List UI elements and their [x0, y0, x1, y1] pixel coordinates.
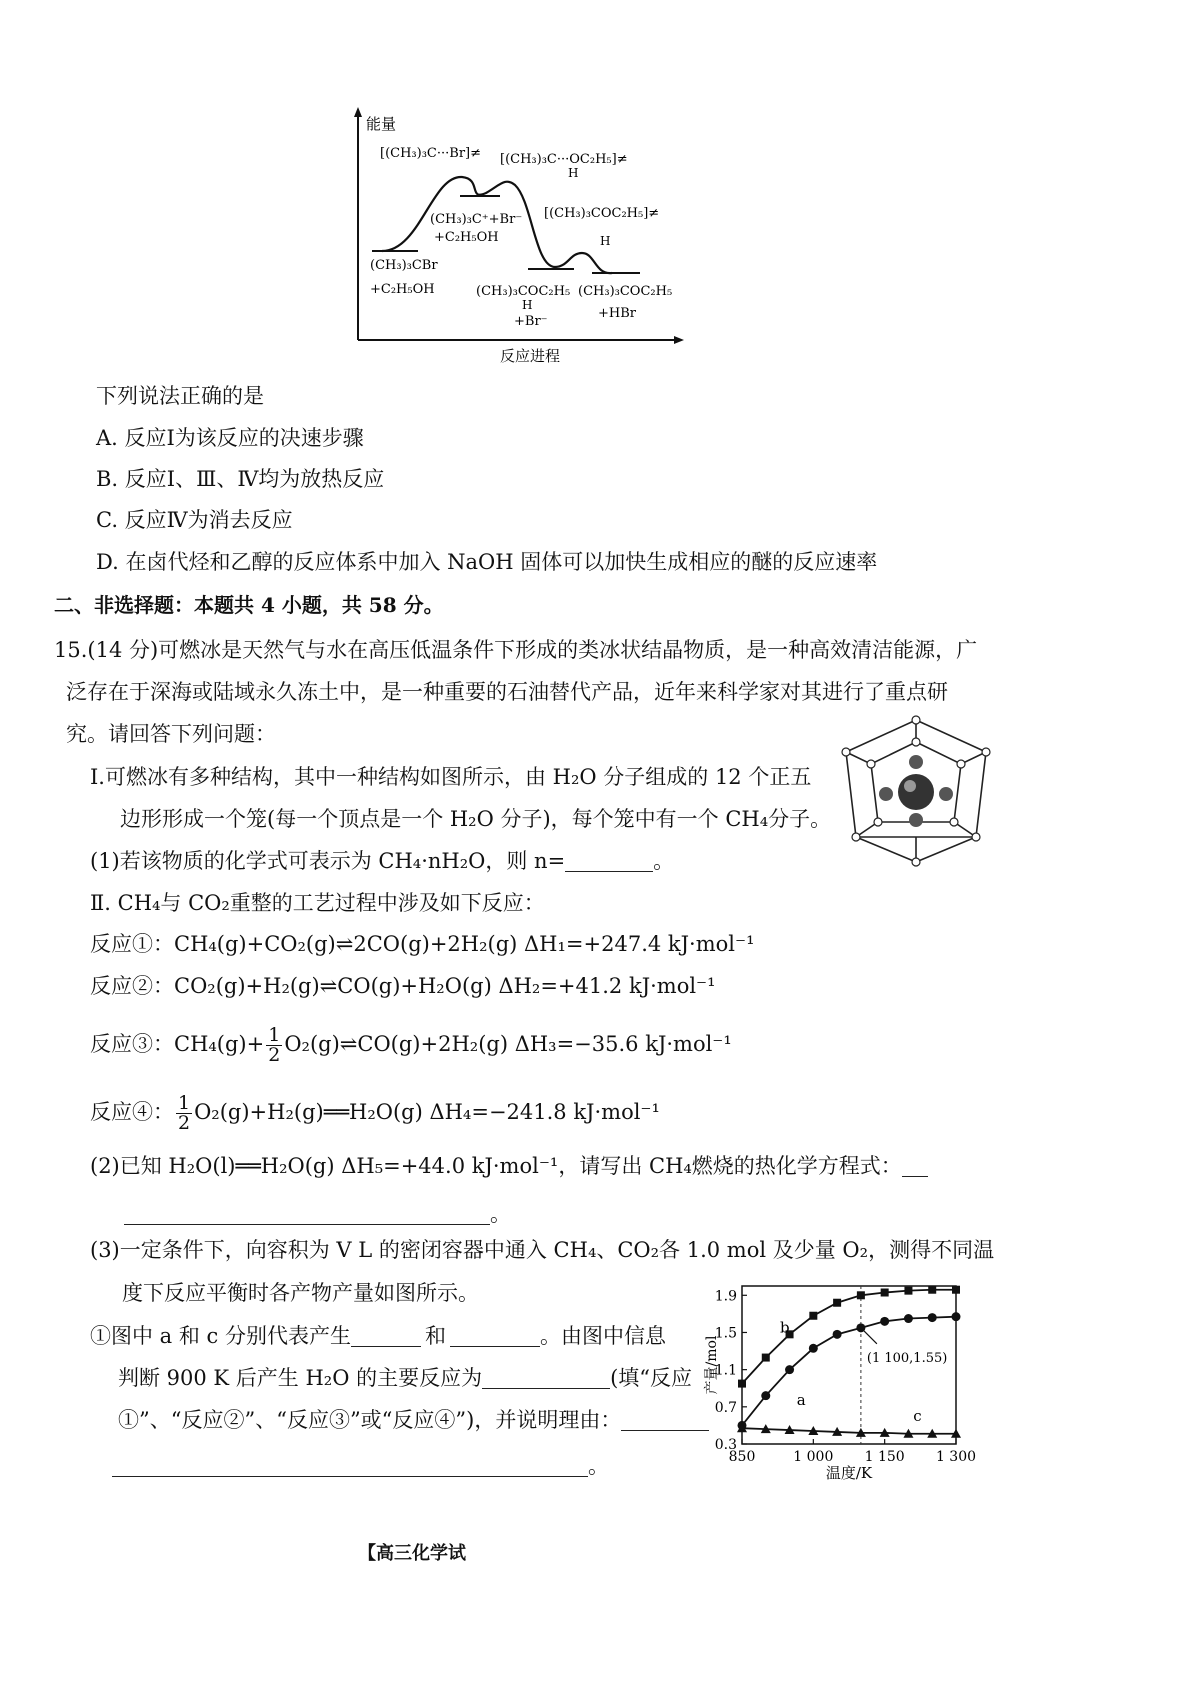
point-a [880, 1317, 889, 1326]
y-tick-label: 0.7 [714, 1399, 737, 1416]
point-a [856, 1323, 865, 1332]
energy-axis-xlabel: 反应进程 [500, 347, 561, 365]
q15-q3-1-text-g: 。 [588, 1454, 609, 1478]
reaction-3-fraction [266, 1026, 282, 1065]
q15-intro-3: 究。请回答下列问题： [66, 722, 276, 746]
q15-q2-line2 [124, 1200, 511, 1228]
q15-intro-1: 15.(14 分)可燃冰是天然气与水在高压低温条件下形成的类冰状结晶物质，是一种高效清洁能源，广 [54, 638, 978, 662]
q15-q3-1-line3 [118, 1406, 709, 1434]
q15-q1 [90, 847, 674, 875]
label-int2-h: H [522, 298, 533, 312]
series-line-a [742, 1317, 956, 1426]
label-ts3-h: H [600, 234, 611, 248]
q15-q3-line2: 度下反应平衡时各产物产量如图所示。 [122, 1281, 479, 1305]
energy-axis-y-arrow [354, 107, 362, 117]
label-start-a: (CH₃)₃CBr [370, 258, 438, 273]
energy-axis-x-arrow [674, 336, 684, 344]
point-a [833, 1330, 842, 1339]
series-line-b [742, 1290, 956, 1384]
point-b [881, 1289, 889, 1297]
q14-stem: 下列说法正确的是 [96, 384, 264, 408]
reaction-3 [90, 1026, 732, 1065]
q15-q3-reaction-blank[interactable] [482, 1366, 610, 1389]
q15-part2: Ⅱ. CH₄与 CO₂重整的工艺过程中涉及如下反应： [90, 891, 545, 915]
yield-chart [694, 1276, 984, 1488]
annotation-arrow [864, 1331, 877, 1344]
point-b [857, 1291, 865, 1299]
q14-option-b: B. 反应Ⅰ、Ⅲ、Ⅳ均为放热反应 [96, 467, 385, 491]
y-tick-label: 1.9 [714, 1288, 737, 1305]
label-end-b: +HBr [598, 306, 636, 321]
q14-option-a: A. 反应Ⅰ为该反应的决速步骤 [96, 426, 364, 450]
reaction-4 [90, 1094, 660, 1133]
label-ts2: [(CH₃)₃C···OC₂H₅]≠ [500, 152, 628, 167]
x-tick-label: 1 300 [935, 1449, 977, 1465]
label-int2-b: +Br⁻ [514, 314, 548, 329]
label-int2-a: (CH₃)₃COC₂H₅ [476, 284, 571, 299]
q15-q2-answer-blank[interactable] [124, 1202, 490, 1225]
reaction-1: 反应①：CH₄(g)+CO₂(g)⇌2CO(g)+2H₂(g) ΔH₁=+247.4 kJ·mol⁻¹ [90, 932, 755, 956]
methane-carbon-icon [898, 774, 934, 810]
point-a [904, 1314, 913, 1323]
label-int1-b: +C₂H₅OH [434, 230, 499, 245]
q15-q1-text: (1)若该物质的化学式可表示为 CH₄·nH₂O，则 n= [90, 849, 566, 873]
q15-part1-line2: 边形形成一个笼(每一个顶点是一个 H₂O 分子)，每个笼中有一个 CH₄分子。 [120, 807, 832, 831]
footer-page-label: 【高三化学试 [358, 1543, 466, 1564]
q15-q3-1-text-b: 和 [424, 1324, 446, 1348]
label-ts1: [(CH₃)₃C···Br]≠ [380, 146, 481, 161]
x-tick-label: 1 000 [793, 1449, 834, 1465]
label-ts2-h: H [568, 166, 579, 180]
q15-q2-text: (2)已知 H₂O(l)══H₂O(g) ΔH₅=+44.0 kJ·mol⁻¹，请写出 CH₄燃烧的热化学方程式： [90, 1154, 902, 1178]
reaction-4-fraction [176, 1094, 192, 1133]
x-tick-label: 1 150 [864, 1449, 905, 1465]
x-axis-label: 温度/K [825, 1464, 873, 1482]
q15-q3-1-text-c: 。由图中信息 [539, 1324, 666, 1348]
y-axis-label: 产量/mol [704, 1335, 720, 1395]
series-line-c [742, 1428, 956, 1434]
q15-q3-1-line1 [90, 1322, 666, 1350]
q15-q3-1-text-d: 判断 900 K 后产生 H₂O 的主要反应为 [118, 1366, 483, 1390]
energy-axis-ylabel: 能量 [366, 115, 397, 133]
reaction-3-frac-den: 2 [268, 1044, 281, 1066]
y-tick-label: 1.1 [714, 1362, 737, 1379]
point-a [785, 1365, 794, 1374]
q15-q2-end: 。 [490, 1202, 511, 1226]
y-tick-label: 1.5 [714, 1325, 737, 1342]
q15-q3-1-text-e: (填“反应 [610, 1366, 693, 1390]
point-b [762, 1354, 770, 1362]
reaction-4-frac-num: 1 [178, 1092, 191, 1114]
annotation-label: (1 100,1.55) [866, 1350, 948, 1366]
q15-q1-end: 。 [653, 849, 675, 873]
q15-q3-line1: (3)一定条件下，向容积为 V L 的密闭容器中通入 CH₄、CO₂各 1.0 mol 及少量 O₂，测得不同温 [90, 1238, 995, 1262]
reaction-3-tail: O₂(g)⇌CO(g)+2H₂(g) ΔH₃=−35.6 kJ·mol⁻¹ [284, 1032, 732, 1056]
series-label-a: a [796, 1390, 806, 1409]
q15-q1-answer-blank[interactable] [565, 849, 653, 872]
label-end-a: (CH₃)₃COC₂H₅ [578, 284, 673, 299]
q15-q2 [90, 1152, 928, 1180]
reaction-3-head: 反应③：CH₄(g)+ [90, 1032, 265, 1056]
point-b [928, 1286, 936, 1294]
reaction-4-frac-den: 2 [178, 1112, 191, 1134]
q14-option-c: C. 反应Ⅳ为消去反应 [96, 508, 293, 532]
reaction-4-head: 反应④： [90, 1100, 174, 1124]
point-b [738, 1380, 746, 1388]
label-start-b: +C₂H₅OH [370, 282, 435, 297]
q15-q2-blank-inline[interactable] [902, 1154, 928, 1177]
q15-q3-1-text-f: ①”、“反应②”、“反应③”或“反应④”)，并说明理由： [118, 1408, 622, 1432]
x-tick-label: 850 [728, 1449, 756, 1465]
point-b [833, 1299, 841, 1307]
q15-intro-2: 泛存在于深海或陆域永久冻土中，是一种重要的石油替代产品，近年来科学家对其进行了重点研 [66, 680, 948, 704]
reaction-4-tail: O₂(g)+H₂(g)══H₂O(g) ΔH₄=−241.8 kJ·mol⁻¹ [194, 1100, 660, 1124]
clathrate-cage-figure [836, 712, 996, 872]
q15-part1-line1: Ⅰ.可燃冰有多种结构，其中一种结构如图所示，由 H₂O 分子组成的 12 个正五 [90, 765, 812, 789]
y-tick-label: 0.3 [714, 1437, 737, 1453]
q15-q3-c-blank[interactable] [450, 1324, 540, 1347]
q15-q3-1-line4 [112, 1452, 609, 1480]
point-b [904, 1287, 912, 1295]
reaction-3-frac-num: 1 [268, 1024, 281, 1046]
q15-q3-reason-blank-2[interactable] [112, 1454, 588, 1477]
q14-option-d: D. 在卤代烃和乙醇的反应体系中加入 NaOH 固体可以加快生成相应的醚的反应速率 [96, 550, 878, 574]
point-a [761, 1391, 770, 1400]
q15-q3-1-text-a: ①图中 a 和 c 分别代表产生 [90, 1324, 351, 1348]
q15-q3-a-blank[interactable] [351, 1324, 421, 1347]
section-2-title: 二、非选择题：本题共 4 小题，共 58 分。 [54, 593, 444, 617]
label-int1-a: (CH₃)₃C⁺+Br⁻ [430, 212, 523, 227]
point-a [809, 1344, 818, 1353]
q15-q3-1-line2 [118, 1364, 692, 1392]
point-a [952, 1312, 961, 1321]
reaction-2: 反应②：CO₂(g)+H₂(g)⇌CO(g)+H₂O(g) ΔH₂=+41.2 kJ·mol⁻¹ [90, 974, 716, 998]
label-ts3: [(CH₃)₃COC₂H₅]≠ [544, 206, 660, 221]
point-a [928, 1313, 937, 1322]
point-b [952, 1286, 960, 1294]
series-label-b: b [780, 1318, 790, 1337]
energy-diagram [350, 105, 690, 365]
series-label-c: c [913, 1406, 922, 1425]
point-b [809, 1312, 817, 1320]
